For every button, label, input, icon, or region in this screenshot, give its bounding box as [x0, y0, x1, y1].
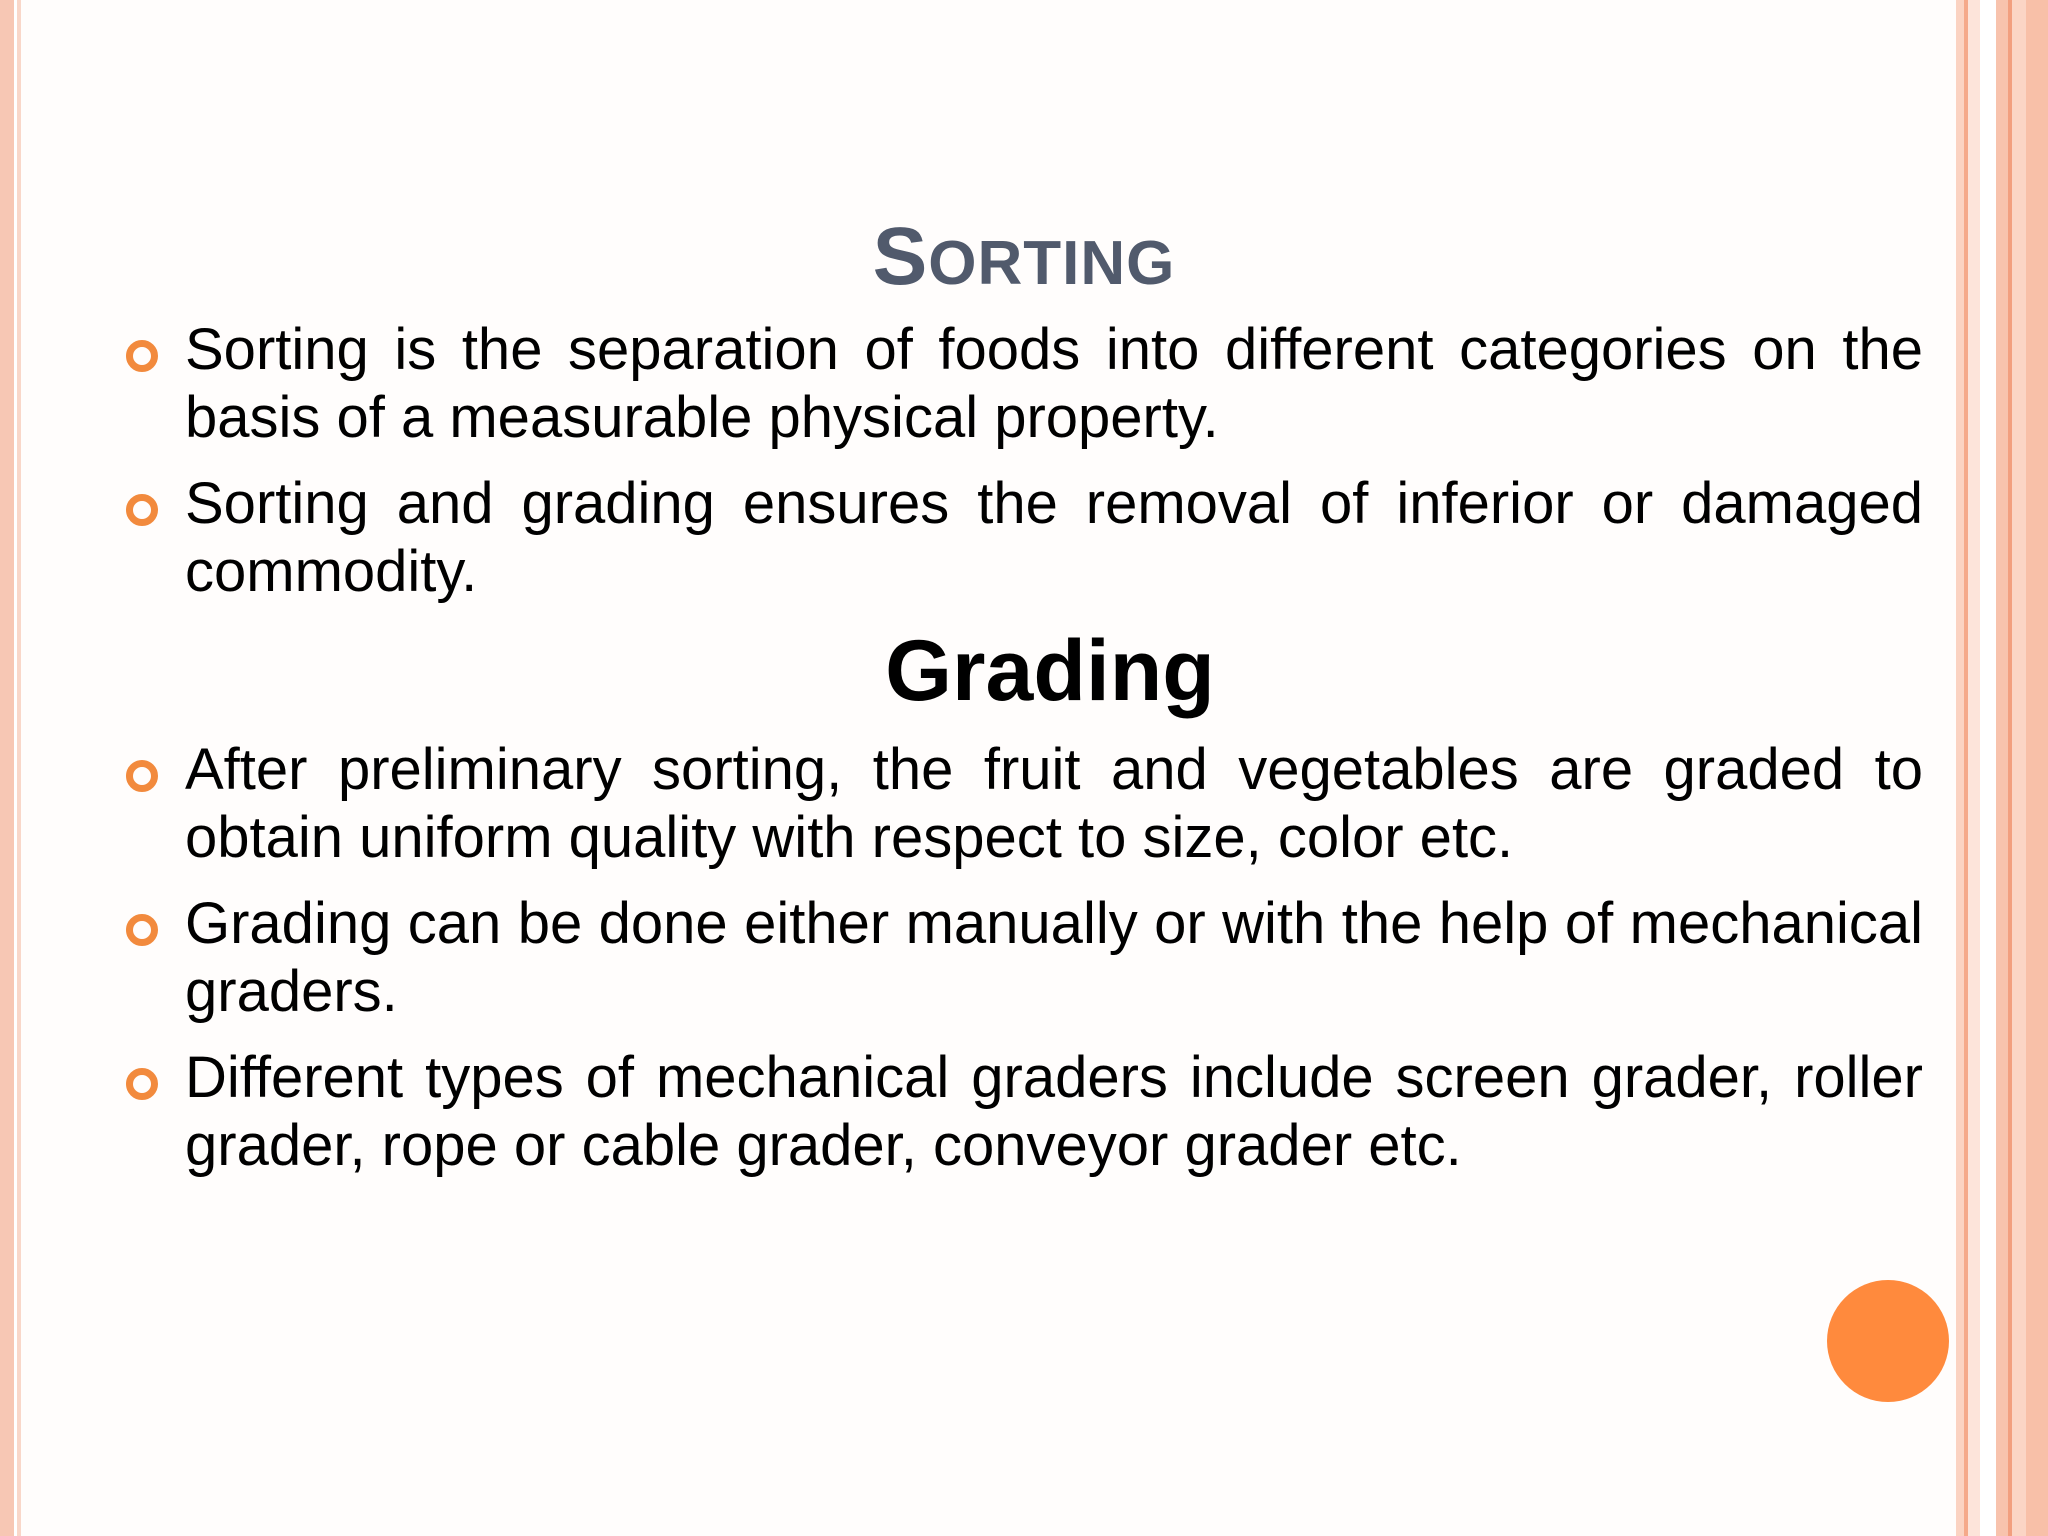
hollow-circle-icon	[126, 340, 158, 372]
sorting-bullet-list	[0, 316, 2048, 624]
list-item	[0, 316, 1923, 452]
list-item	[0, 1044, 1923, 1180]
hollow-circle-icon	[126, 494, 158, 526]
bullet-text: After preliminary sorting, the fruit and vegetables are graded to obtain uniform quality with respect to size, color etc.	[185, 737, 1923, 870]
list-item	[0, 890, 1923, 1026]
slide-title	[0, 210, 2048, 304]
hollow-circle-icon	[126, 914, 158, 946]
hollow-circle-icon	[126, 1068, 158, 1100]
bullet-text: Sorting and grading ensures the removal of inferior or damaged commodity.	[185, 471, 1923, 604]
orange-circle-icon	[1827, 1280, 1949, 1402]
bullet-text: Different types of mechanical graders include screen grader, roller grader, rope or cable grader, conveyor grader etc.	[185, 1045, 1923, 1178]
section-heading-grading: Grading	[885, 623, 1215, 719]
hollow-circle-icon	[126, 760, 158, 792]
slide-title-initial: S	[872, 211, 929, 302]
list-item	[0, 470, 1923, 606]
bullet-text: Grading can be done either manually or with the help of mechanical graders.	[185, 891, 1923, 1024]
bullet-text: Sorting is the separation of foods into different categories on the basis of a measurable physical property.	[185, 317, 1923, 450]
grading-bullet-list	[0, 736, 2048, 1198]
slide-title-rest: ORTING	[928, 229, 1176, 298]
list-item	[0, 736, 1923, 872]
